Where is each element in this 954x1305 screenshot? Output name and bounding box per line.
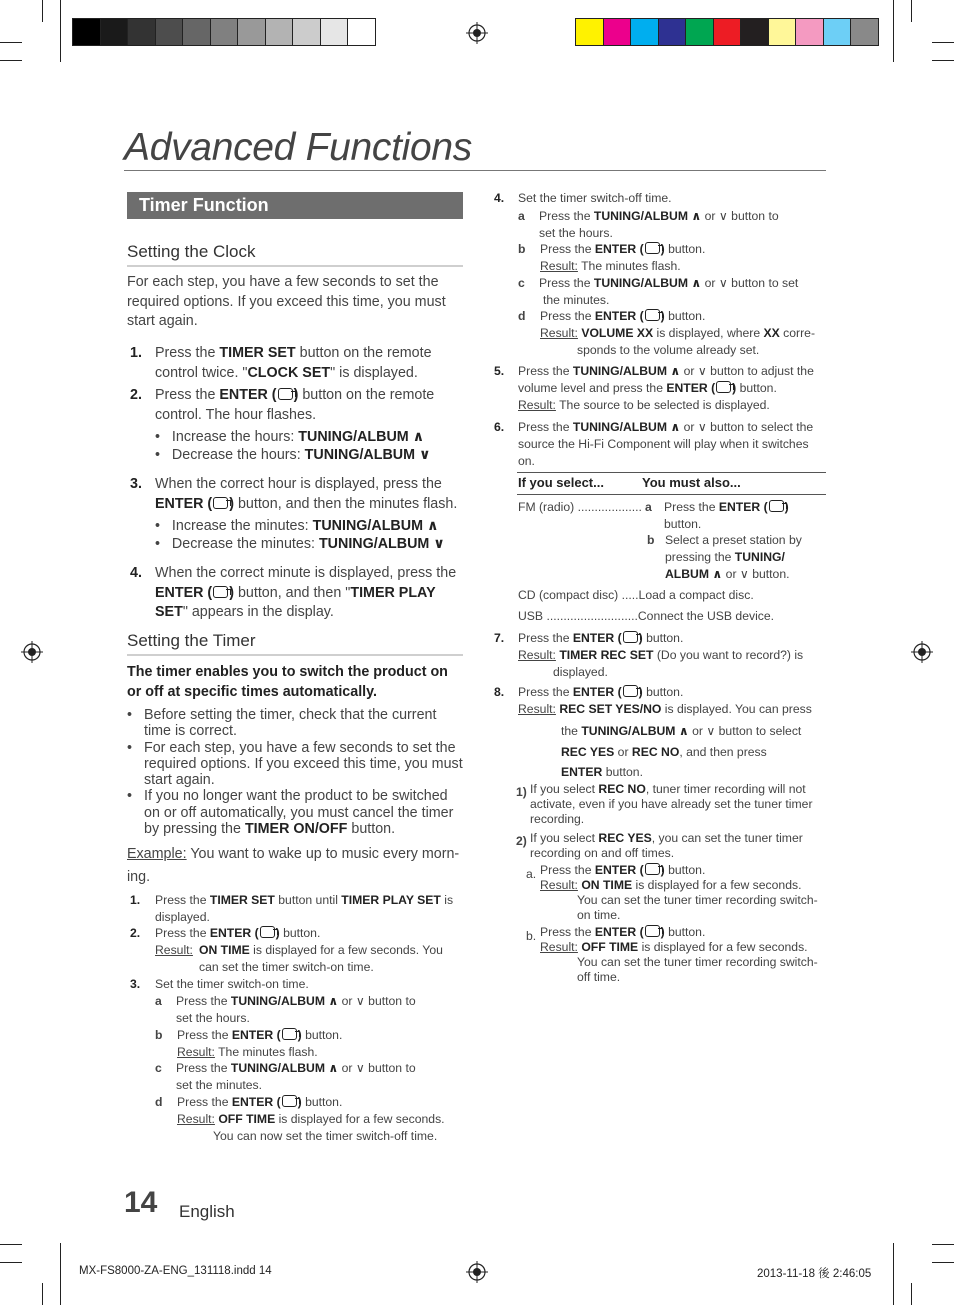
sub-step-letter: b	[647, 533, 655, 547]
note-2: If you select REC YES, you can set the tuner timer recording on and off times.	[530, 831, 803, 860]
registration-mark-icon	[466, 1261, 488, 1283]
sub-step-a: Press the TUNING/ALBUM ∧ or ∨ button to set the hours.	[176, 994, 416, 1025]
step-8-result: the TUNING/ALBUM ∧ or ∨ button to select REC YES or REC NO, and then press ENTER button.	[561, 724, 802, 779]
color-swatch	[292, 18, 321, 46]
sub-step-letter: b	[155, 1028, 163, 1042]
color-swatch	[850, 18, 879, 46]
enter-icon	[769, 500, 784, 512]
bullet-item: • Before setting the timer, check that the current time is correct.	[127, 707, 437, 740]
color-swatch	[320, 18, 349, 46]
slug-filename: MX-FS8000-ZA-ENG_131118.indd 14	[79, 1265, 272, 1277]
color-swatch	[265, 18, 294, 46]
color-swatch	[347, 18, 376, 46]
timer-bullets	[127, 707, 467, 837]
color-swatch	[768, 18, 797, 46]
note-step-a: Press the ENTER ( ) button. Result: ON TIME is displayed for a few seconds. You can set the tuner timer recording switch- on time.	[540, 863, 818, 922]
note-letter: b.	[526, 929, 537, 943]
step-number: 1.	[130, 893, 141, 907]
color-swatch	[823, 18, 852, 46]
table-header-select: If you select...	[518, 475, 604, 490]
crop-mark	[0, 1262, 22, 1263]
example-step-1: Press the TIMER SET button until TIMER PLAY SET is displayed.	[155, 893, 454, 924]
enter-icon	[623, 685, 638, 697]
crop-mark	[932, 1244, 954, 1245]
sub-step-letter: a	[155, 994, 162, 1008]
result-label: Result:	[155, 943, 193, 957]
clock-step-4: When the correct minute is displayed, press the ENTER ( ) button, and then "TIMER PLAY SET" appears in the display.	[155, 565, 457, 620]
crop-mark	[932, 42, 954, 43]
crop-mark	[42, 1283, 43, 1305]
crop-mark	[932, 1262, 954, 1263]
table-header-must: You must also...	[642, 475, 741, 490]
source-usb: USB ...........................Connect the USB device.	[518, 609, 775, 623]
enter-icon	[213, 586, 228, 598]
right-step-7: Press the ENTER ( ) button. Result: TIMER REC SET (Do you want to record?) is displayed.	[518, 631, 804, 679]
sub-step-b: Press the ENTER ( ) button. Result: The minutes flash.	[540, 242, 706, 273]
step-number: 3.	[130, 476, 142, 492]
crop-mark	[893, 0, 894, 62]
color-swatch	[685, 18, 714, 46]
bullet-item: • For each step, you have a few seconds to set the required options. If you exceed this time, you must start again.	[127, 739, 463, 789]
color-swatch	[237, 18, 266, 46]
fm-step-a: Press the ENTER ( ) button.	[664, 500, 789, 531]
note-1: If you select REC NO, tuner timer recording will not activate, even if you have already set the tuner timer recording.	[530, 782, 813, 826]
sub-step-c: Press the TUNING/ALBUM ∧ or ∨ button to set the minutes.	[539, 276, 799, 307]
crop-mark	[893, 1243, 894, 1305]
result-text: ON TIME is displayed for a few seconds. You can set the timer switch-on time.	[199, 943, 443, 974]
note-letter: a.	[526, 867, 537, 881]
crop-mark	[911, 0, 912, 22]
enter-icon	[716, 381, 731, 393]
timer-heading: Setting the Timer	[127, 631, 256, 650]
sub-step-d: Press the ENTER ( ) button. Result: VOLUME XX is displayed, where XX corre- sponds to the volume already set.	[540, 309, 816, 357]
heading-rule	[127, 654, 463, 656]
enter-icon	[260, 926, 275, 938]
sub-step-a: Press the TUNING/ALBUM ∧ or ∨ button to set the hours.	[539, 209, 779, 240]
right-step-5: Press the TUNING/ALBUM ∧ or ∨ button to adjust the volume level and press the ENTER ( ) button. Result: The source to be selected is displayed.	[518, 364, 814, 412]
color-swatch	[658, 18, 687, 46]
sub-step-letter: a	[645, 500, 652, 514]
sub-step-letter: c	[155, 1061, 162, 1075]
sub-step-letter: c	[518, 276, 525, 290]
slug-timestamp: 2013-11-18 後 2:46:05	[757, 1268, 872, 1280]
color-swatch	[740, 18, 769, 46]
example-step-3: Set the timer switch-on time.	[155, 977, 309, 991]
table-rule	[517, 472, 826, 473]
clock-heading: Setting the Clock	[127, 242, 256, 261]
color-swatch	[630, 18, 659, 46]
heading-rule	[127, 265, 463, 267]
color-swatch	[155, 18, 184, 46]
note-number: 1)	[516, 785, 527, 799]
sub-step-d: Press the ENTER ( ) button. Result: OFF TIME is displayed for a few seconds. You can now set the timer switch-off time.	[177, 1095, 445, 1143]
crop-mark	[0, 42, 22, 43]
clock-step-1: Press the TIMER SET button on the remote control twice. "CLOCK SET" is displayed.	[155, 345, 432, 381]
bullet-item: • If you no longer want the product to be switched on or off automatically, you must cancel the timer by pressing the TIMER ON/OFF button.	[127, 788, 454, 838]
enter-icon	[213, 497, 228, 509]
crop-mark	[60, 0, 61, 62]
bullet-item: • Decrease the hours: TUNING/ALBUM ∨	[155, 447, 431, 463]
enter-icon	[645, 925, 660, 937]
clock-intro: For each step, you have a few seconds to set the required options. If you exceed this time, you must start again.	[127, 274, 446, 329]
color-swatch	[210, 18, 239, 46]
right-step-4: Set the timer switch-off time.	[518, 191, 672, 205]
clock-step-3: When the correct hour is displayed, press the ENTER ( ) button, and then the minutes flash.	[155, 476, 458, 512]
enter-icon	[282, 1095, 297, 1107]
bullet-item: • Increase the hours: TUNING/ALBUM ∧	[155, 429, 425, 445]
bullet-item: • Decrease the minutes: TUNING/ALBUM ∨	[155, 536, 445, 552]
step-number: 5.	[494, 364, 505, 378]
enter-icon	[278, 388, 293, 400]
color-swatch	[795, 18, 824, 46]
crop-mark	[911, 1283, 912, 1305]
sub-step-letter: d	[155, 1095, 163, 1109]
crop-mark	[42, 0, 43, 22]
crop-mark	[0, 60, 22, 61]
note-number: 2)	[516, 834, 527, 848]
enter-icon	[645, 242, 660, 254]
step-number: 2.	[130, 387, 142, 403]
crop-mark	[60, 1243, 61, 1305]
crop-mark	[0, 1244, 22, 1245]
right-step-8: Press the ENTER ( ) button. Result: REC SET YES/NO is displayed. You can press	[518, 685, 812, 716]
sub-step-c: Press the TUNING/ALBUM ∧ or ∨ button to set the minutes.	[176, 1061, 416, 1092]
color-swatch	[100, 18, 129, 46]
fm-step-b: Select a preset station by pressing the TUNING/ ALBUM ∧ or ∨ button.	[665, 533, 802, 581]
source-fm: FM (radio) ...................	[518, 500, 642, 514]
enter-icon	[282, 1028, 297, 1040]
color-swatch	[182, 18, 211, 46]
page-title: Advanced Functions	[124, 126, 472, 169]
step-number: 4.	[130, 565, 142, 581]
title-rule	[124, 170, 826, 171]
enter-icon	[645, 309, 660, 321]
clock-step-2: Press the ENTER ( ) button on the remote control. The hour flashes.	[155, 387, 435, 423]
page-number: 14	[124, 1186, 158, 1219]
table-rule	[517, 494, 826, 495]
step-number: 3.	[130, 977, 141, 991]
color-swatch	[713, 18, 742, 46]
sub-step-b: Press the ENTER ( ) button. Result: The minutes flash.	[177, 1028, 343, 1059]
step-number: 4.	[494, 191, 505, 205]
step-number: 2.	[130, 926, 141, 940]
sub-step-letter: d	[518, 309, 526, 323]
registration-mark-icon	[21, 641, 43, 663]
section-banner: Timer Function	[127, 192, 463, 219]
registration-mark-icon	[911, 641, 933, 663]
enter-icon	[645, 863, 660, 875]
step-number: 8.	[494, 685, 505, 699]
crop-mark	[932, 60, 954, 61]
timer-lead: The timer enables you to switch the product on or off at specific times automatically.	[127, 664, 448, 700]
registration-mark-icon	[466, 22, 488, 44]
right-step-6: Press the TUNING/ALBUM ∧ or ∨ button to select the source the Hi-Fi Component will play when it switches on.	[518, 420, 814, 468]
enter-icon	[623, 631, 638, 643]
note-step-b: Press the ENTER ( ) button. Result: OFF TIME is displayed for a few seconds. You can set the tuner timer recording switch- off time.	[540, 925, 818, 984]
color-swatch	[575, 18, 604, 46]
step-number: 7.	[494, 631, 505, 645]
color-swatch	[127, 18, 156, 46]
color-swatch	[72, 18, 101, 46]
example-text: Example: You want to wake up to music every morn- ing.	[127, 846, 460, 885]
example-step-2: Press the ENTER ( ) button.	[155, 926, 321, 940]
sub-step-letter: b	[518, 242, 526, 256]
step-number: 6.	[494, 420, 505, 434]
color-swatch	[603, 18, 632, 46]
sub-step-letter: a	[518, 209, 525, 223]
bullet-item: • Increase the minutes: TUNING/ALBUM ∧	[155, 518, 439, 534]
source-cd: CD (compact disc) .....Load a compact disc.	[518, 588, 754, 602]
step-number: 1.	[130, 345, 142, 361]
page-language: English	[179, 1202, 235, 1221]
